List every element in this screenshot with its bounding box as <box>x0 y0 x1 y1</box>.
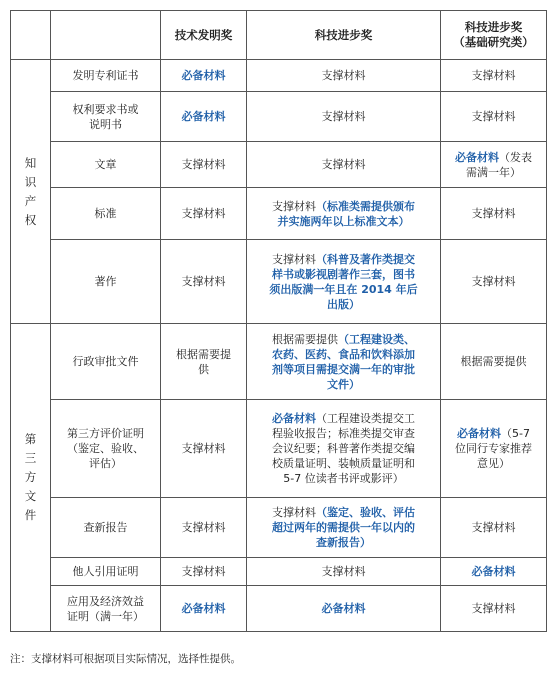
cell-tech <box>161 188 247 240</box>
required-text: 必备材料 <box>272 412 316 425</box>
row-label <box>51 400 161 498</box>
cell-basic <box>441 558 547 586</box>
cell-text: 根据需要提供 <box>460 355 527 368</box>
cell-prog <box>247 498 441 558</box>
cell-basic <box>441 586 547 632</box>
required-text: （科普及著作类提交 样书或影视剧著作三套，图书 须出版满一年且在 2014 年后 出版） <box>269 252 418 311</box>
cell-tech <box>161 324 247 400</box>
category-third-party <box>11 324 51 632</box>
row-label-text: 行政审批文件 <box>72 355 139 368</box>
header-blank <box>51 11 161 60</box>
table-row <box>11 92 547 142</box>
row-label-text: 权利要求书或 说明书 <box>72 102 139 131</box>
cell-basic <box>441 498 547 558</box>
header-tech-invention: 技术发明奖 <box>161 11 247 60</box>
row-label <box>51 498 161 558</box>
cell-text: 支撑材料 <box>321 69 366 82</box>
cell-text: 支撑材料 <box>471 207 516 220</box>
table-row <box>11 498 547 558</box>
cell-text: 支撑材料 <box>272 506 316 519</box>
header-blank <box>11 11 51 60</box>
cell-prog <box>247 400 441 498</box>
cell-tech <box>161 142 247 188</box>
cell-text: （发表 需满一年） <box>466 150 532 179</box>
table-row <box>11 324 547 400</box>
cell-text: 支撑材料 <box>321 158 366 171</box>
cell-basic <box>441 240 547 324</box>
cell-basic <box>441 188 547 240</box>
footnote: 注：支撑材料可根据项目实际情况，选择性提供。 <box>10 653 241 665</box>
row-label <box>51 324 161 400</box>
row-label-text: 发明专利证书 <box>72 69 139 82</box>
cell-text: 支撑材料 <box>181 275 226 288</box>
cell-prog <box>247 240 441 324</box>
cell-text: 支撑材料 <box>181 442 226 455</box>
header-row <box>11 11 547 60</box>
cell-text: 支撑材料 <box>321 565 366 578</box>
cell-basic <box>441 324 547 400</box>
cell-tech <box>161 558 247 586</box>
table-row <box>11 558 547 586</box>
category-char: 权 <box>24 212 37 227</box>
cell-tech <box>161 498 247 558</box>
cell-text: 支撑材料 <box>181 565 226 578</box>
row-label-text: 文章 <box>94 158 117 171</box>
row-label <box>51 92 161 142</box>
row-label-text: 著作 <box>94 275 117 288</box>
cell-text: 支撑材料 <box>181 521 226 534</box>
table-row <box>11 240 547 324</box>
category-char: 文 <box>24 489 37 503</box>
header-tech-progress-basic: 科技进步奖 （基础研究类） <box>441 11 547 60</box>
cell-prog <box>247 60 441 92</box>
row-label <box>51 60 161 92</box>
cell-prog <box>247 92 441 142</box>
required-text: 必备材料 <box>321 602 366 615</box>
row-label <box>51 240 161 324</box>
cell-tech <box>161 240 247 324</box>
category-char: 件 <box>24 508 37 522</box>
category-char: 知 <box>24 155 37 170</box>
table-row <box>11 586 547 632</box>
required-text: 必备材料 <box>181 110 226 123</box>
cell-basic <box>441 142 547 188</box>
cell-tech <box>161 60 247 92</box>
cell-prog <box>247 324 441 400</box>
cell-text: 支撑材料 <box>181 158 226 171</box>
cell-tech <box>161 586 247 632</box>
row-label <box>51 586 161 632</box>
cell-text: 支撑材料 <box>471 521 516 534</box>
row-label-text: 查新报告 <box>83 521 128 534</box>
required-text: 必备材料 <box>181 69 226 82</box>
required-text: （标准类需提供颁布 并实施两年以上标准文本） <box>277 199 415 228</box>
table-row <box>11 400 547 498</box>
cell-prog <box>247 188 441 240</box>
table-row <box>11 188 547 240</box>
cell-tech <box>161 400 247 498</box>
row-label-text: 标准 <box>94 207 117 220</box>
required-text: 必备材料 <box>455 150 499 164</box>
cell-text: 支撑材料 <box>471 602 516 615</box>
cell-prog <box>247 558 441 586</box>
required-text: （鉴定、验收、评估 超过两年的需提供一年以内的 查新报告） <box>272 506 415 549</box>
cell-text: 根据需要提供 <box>272 332 338 346</box>
materials-table <box>10 10 547 632</box>
row-label <box>51 142 161 188</box>
cell-text: 支撑材料 <box>471 110 516 123</box>
cell-text: （5-7 位同行专家推荐 意见） <box>455 427 532 470</box>
header-tech-progress: 科技进步奖 <box>247 11 441 60</box>
category-char: 三 <box>24 451 37 465</box>
cell-text: 支撑材料 <box>181 207 226 220</box>
cell-basic <box>441 60 547 92</box>
row-label <box>51 558 161 586</box>
cell-text: （工程建设类提交工 程验收报告；标准类提交审查 会议纪要；科普著作类提交编 校质量证明、装帧质量证明和 5-7 位读者书评或影评） <box>272 412 415 485</box>
cell-basic <box>441 92 547 142</box>
cell-text: 支撑材料 <box>272 252 316 266</box>
cell-text: 支撑材料 <box>471 275 516 288</box>
cell-text: 支撑材料 <box>321 110 366 123</box>
required-text: 必备材料 <box>457 427 502 440</box>
cell-prog <box>247 586 441 632</box>
row-label <box>51 188 161 240</box>
cell-text: 支撑材料 <box>471 69 516 82</box>
required-text: 必备材料 <box>471 565 516 578</box>
category-char: 产 <box>24 193 37 208</box>
category-ip <box>11 60 51 324</box>
category-char: 第 <box>24 432 37 446</box>
cell-prog <box>247 142 441 188</box>
category-char: 识 <box>24 174 37 189</box>
row-label-text: 他人引用证明 <box>72 565 139 578</box>
cell-text: 根据需要提 供 <box>176 347 231 376</box>
table-row <box>11 60 547 92</box>
cell-tech <box>161 92 247 142</box>
row-label-text: 应用及经济效益 证明（满一年） <box>67 594 144 623</box>
table-row <box>11 142 547 188</box>
cell-text: 支撑材料 <box>272 199 316 213</box>
required-text: （工程建设类、 农药、医药、食品和饮料添加 剂等项目需提交满一年的审批 文件） <box>272 332 415 391</box>
required-text: 必备材料 <box>181 602 226 615</box>
cell-basic <box>441 400 547 498</box>
category-char: 方 <box>24 470 37 484</box>
row-label-text: 第三方评价证明 （鉴定、验收、 评估） <box>67 427 144 470</box>
